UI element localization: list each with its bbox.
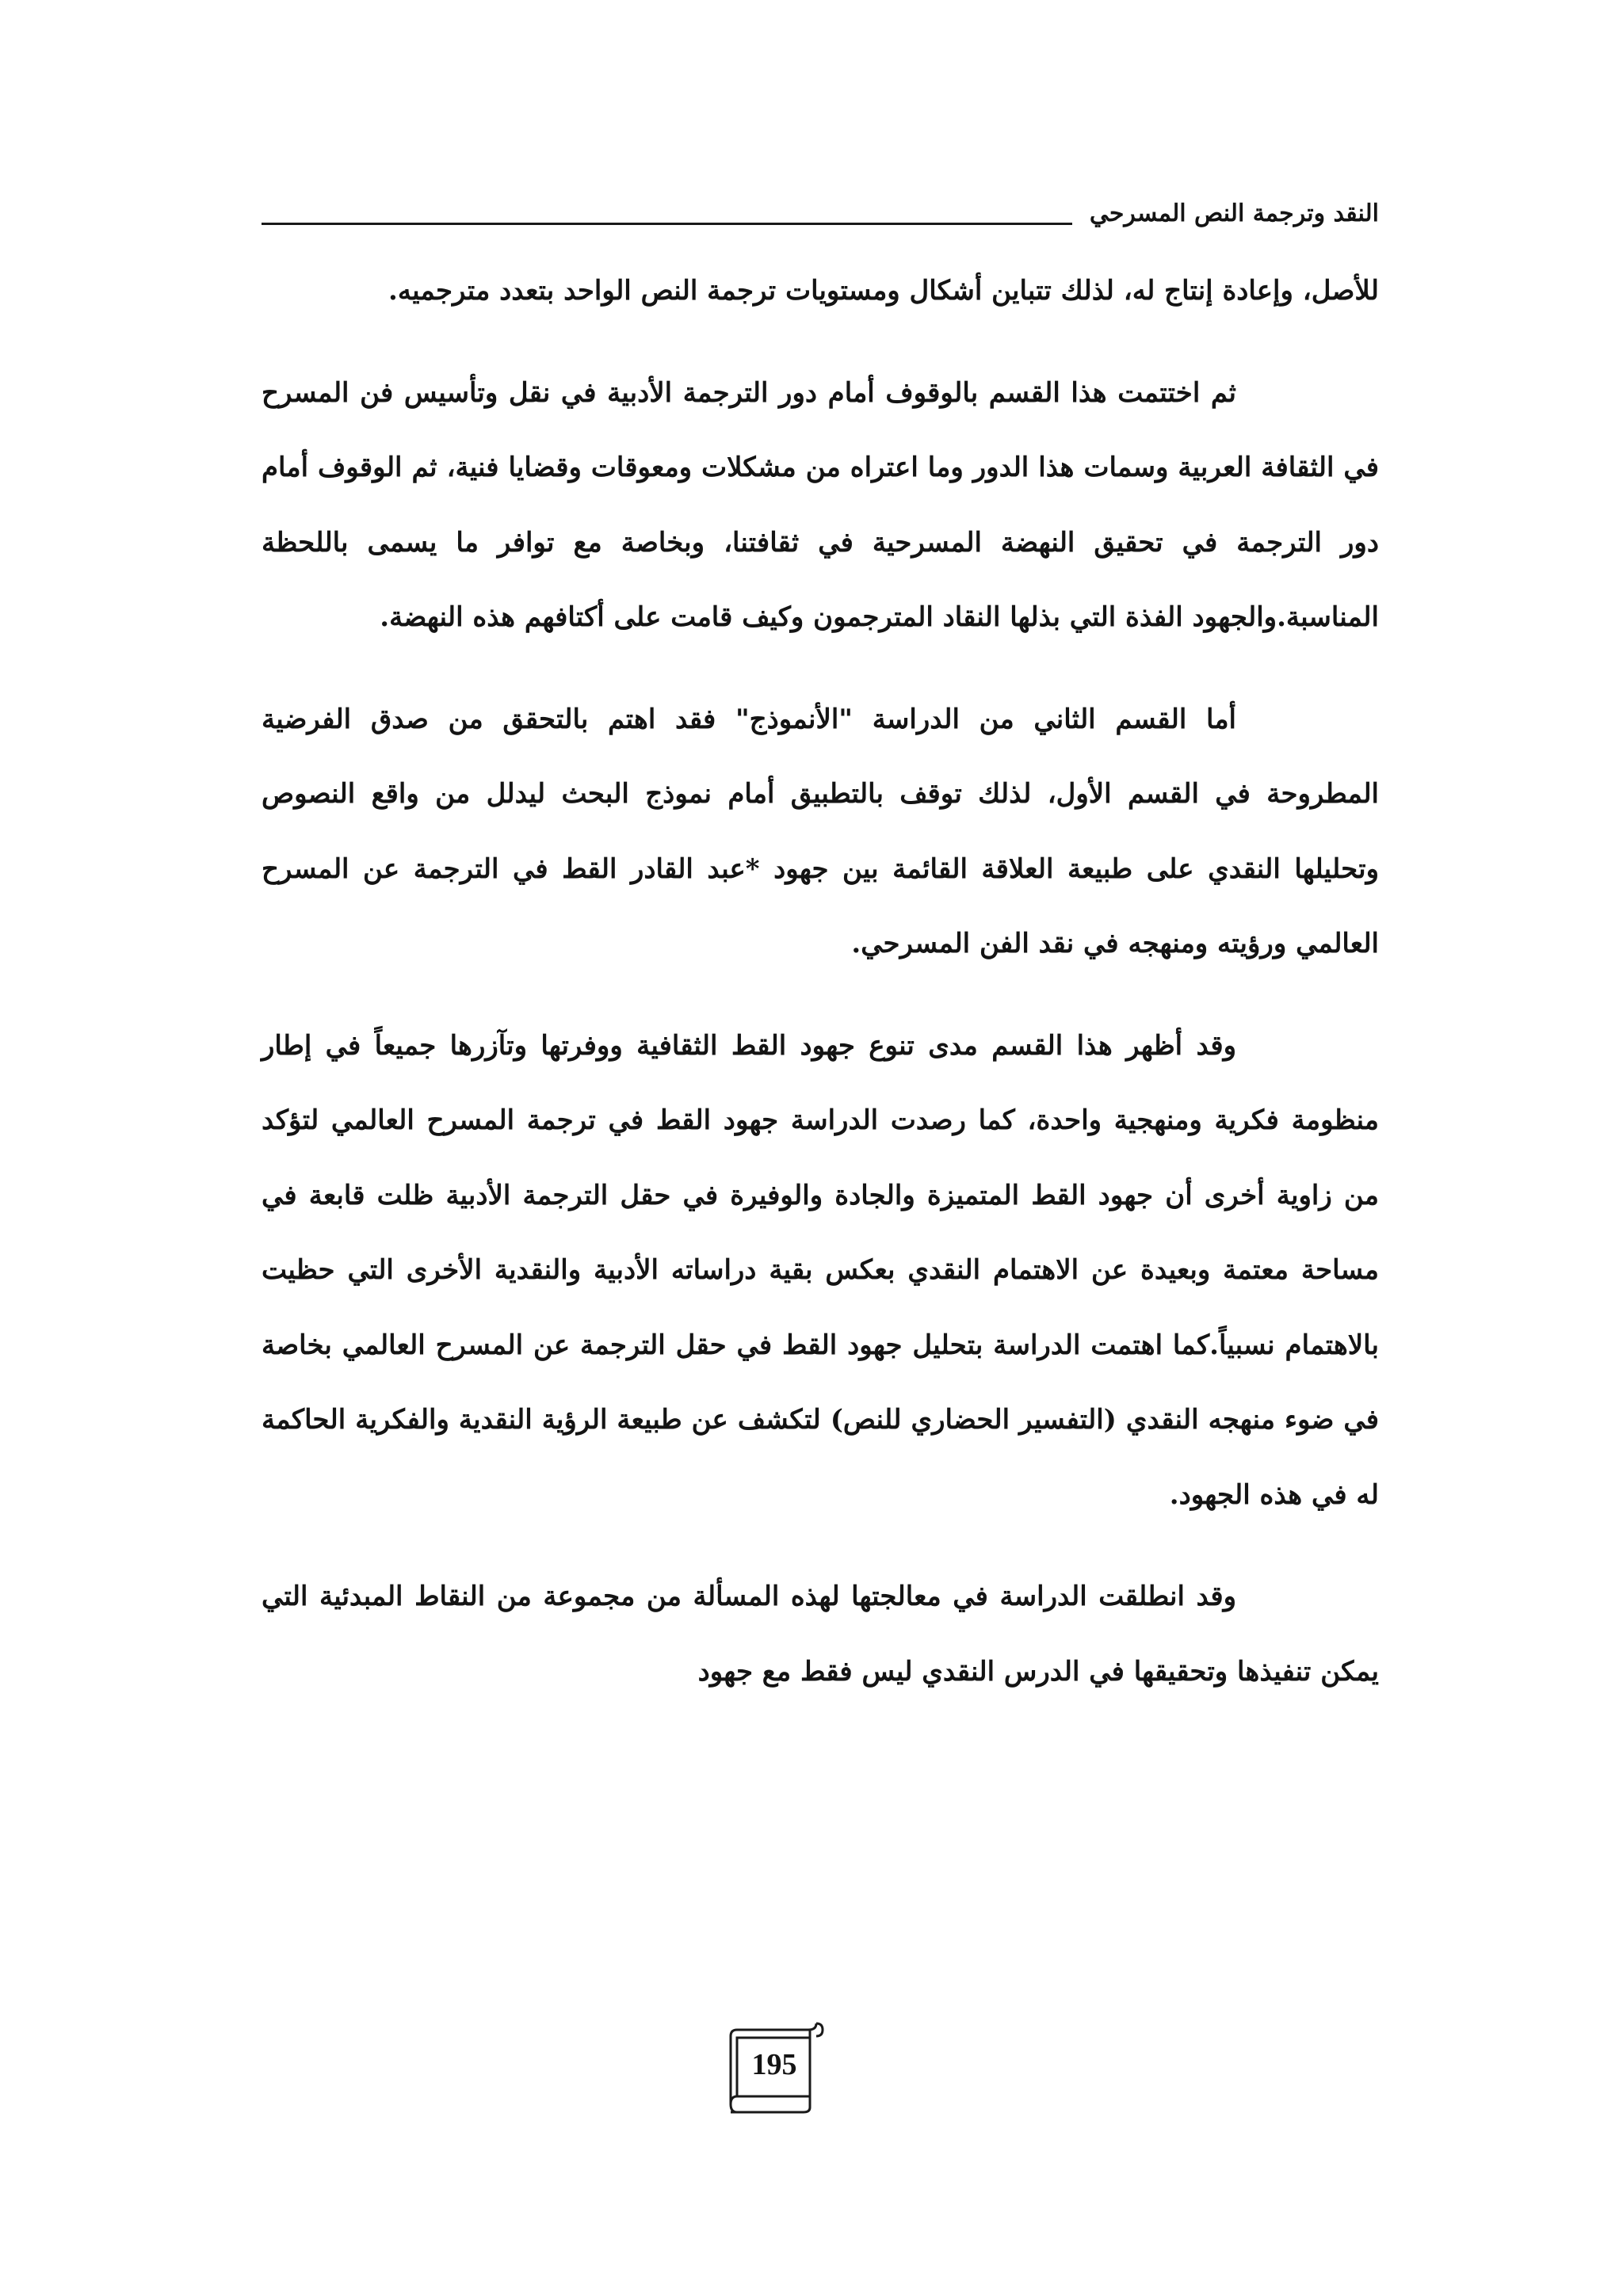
paragraph: أما القسم الثاني من الدراسة "الأنموذج" فقد اهتم بالتحقق من صدق الفرضية المطروحة في القسم الأول، لذلك توقف بالتطبيق أمام نموذج البحث ليدلل من واقع النصوص وتحليلها النقدي على طبيعة العلاقة القائمة بين جهود *عبد القادر القط في الترجمة عن المسرح العالمي ورؤيته ومنهجه في نقد الفن المسرحي. xyxy=(262,703,1379,959)
paragraph-continuation: للأصل، وإعادة إنتاج له، لذلك تتباين أشكال ومستويات ترجمة النص الواحد بتعدد مترجميه. xyxy=(388,275,1379,307)
running-header xyxy=(262,189,1379,236)
running-header-title: النقد وترجمة النص المسرحي xyxy=(1072,196,1379,231)
paragraph: وقد انطلقت الدراسة في معالجتها لهذه المسألة من مجموعة من النقاط المبدئية التي يمكن تنفيذها وتحقيقها في الدرس النقدي ليس فقط مع جهود xyxy=(262,1581,1379,1688)
page-number-scroll-frame xyxy=(715,2019,832,2115)
paragraph: ثم اختتمت هذا القسم بالوقوف أمام دور الترجمة الأدبية في نقل وتأسيس فن المسرح في الثقافة العربية وسمات هذا الدور وما اعتراه من مشكلات ومعوقات وقضايا فنية، ثم الوقوف أمام دور الترجمة في تحقيق النهضة المسرحية في ثقافتنا، وبخاصة مع توافر ما يسمى باللحظة المناسبة.والجهود الفذة التي بذلها النقاد المترجمون وكيف قامت على أكتافهم هذه النهضة. xyxy=(262,376,1379,633)
paragraph: وقد أظهر هذا القسم مدى تنوع جهود القط الثقافية ووفرتها وتآزرها جميعاً في إطار منظومة فكرية ومنهجية واحدة، كما رصدت الدراسة جهود القط في ترجمة المسرح العالمي لتؤكد من زاوية أخرى أن جهود القط المتميزة والجادة والوفيرة في حقل الترجمة الأدبية ظلت قابعة في مساحة معتمة وبعيدة عن الاهتمام النقدي بعكس بقية دراساته الأدبية والنقدية الأخرى التي حظيت بالاهتمام نسبياً.كما اهتمت الدراسة بتحليل جهود القط في حقل الترجمة عن المسرح العالمي بخاصة في ضوء منهجه النقدي (التفسير الحضاري للنص) لتكشف عن طبيعة الرؤية النقدية والفكرية الحاكمة له في هذه الجهود. xyxy=(262,1029,1379,1511)
page-number: 195 xyxy=(751,2048,797,2081)
page-body xyxy=(262,254,1379,1736)
